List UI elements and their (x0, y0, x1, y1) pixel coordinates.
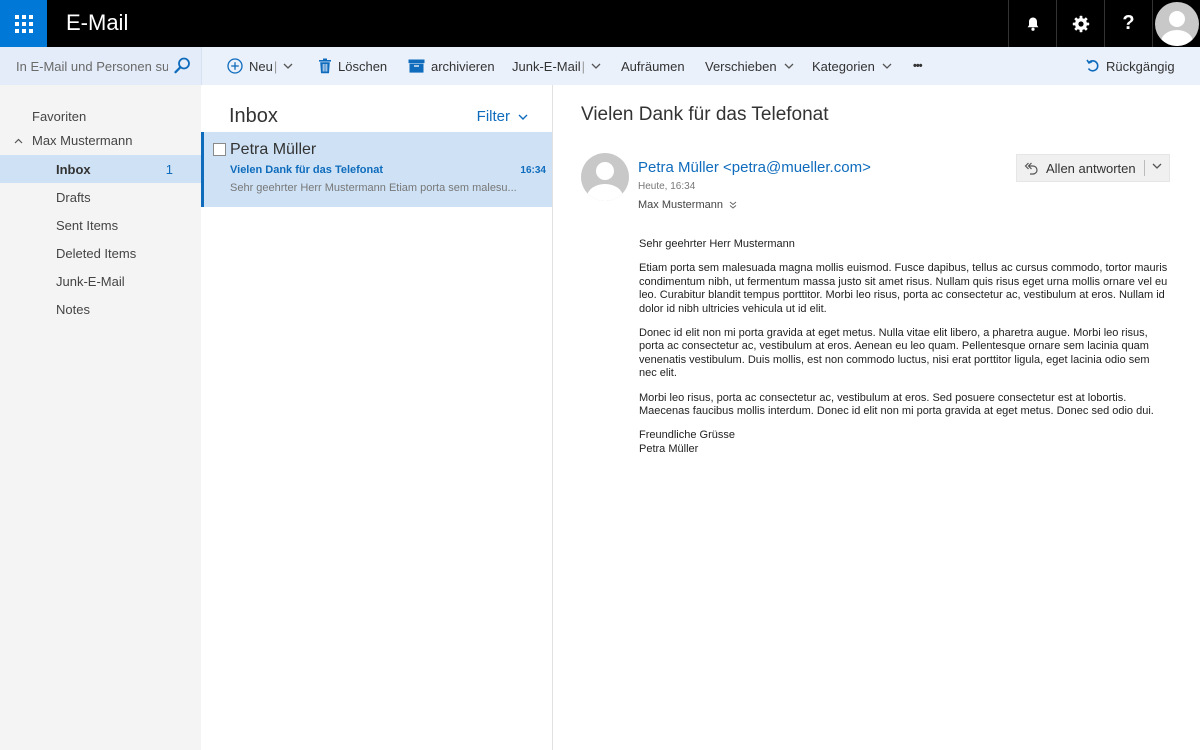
body-paragraph: Donec id elit non mi porta gravida at eget metus. Nulla vitae elit libero, a pharetra augue. Morbi leo risus, porta ac consectetur ac, vestibulum at eros. Aenean eu leo quam. Pellentesque ornare sem lacinia quam venenatis vestibulum. Duis mollis, est non commodo luctus, nisi erat porttitor ligula, eget lacinia odio sem nec elit. (639, 327, 1150, 380)
message-sender: Petra Müller (230, 141, 317, 158)
sweep-label: Aufräumen (621, 58, 685, 74)
move-label: Verschieben (705, 58, 777, 74)
more-button[interactable] (913, 47, 922, 85)
chevron-down-icon (518, 114, 528, 120)
categories-button[interactable] (812, 47, 892, 85)
folder-pane (0, 85, 202, 750)
recipient-name: Max Mustermann (638, 199, 723, 211)
message-time: 16:34 (520, 165, 546, 176)
chevron-up-icon[interactable] (14, 138, 32, 144)
command-bar (0, 47, 1200, 85)
help-button[interactable] (1104, 0, 1152, 47)
app-launcher-button[interactable] (0, 0, 47, 47)
reply-all-button[interactable] (1016, 154, 1170, 182)
folder-sent-items[interactable] (0, 211, 201, 239)
body-paragraph: Etiam porta sem malesuada magna mollis euismod. Fusce dapibus, tellus ac cursus commodo, tortor mauris condimentum nibh, ut fermentum massa justo sit amet risus. Nullam quis risus eget urna mollis ornare vel eu leo. Curabitur blandit tempus porttitor. Morbi leo risus, porta ac consectetur ac, vestibulum at eros. Nullam id dolor id nibh ultricies vehicula ut id elit. (639, 262, 1168, 315)
folder-label: Drafts (56, 190, 91, 205)
account-node[interactable] (14, 133, 132, 148)
reading-pane (553, 85, 1200, 750)
message-subject: Vielen Dank für das Telefonat (230, 164, 384, 176)
message-body (639, 238, 1169, 456)
junk-label: Junk-E-Mail (512, 58, 581, 74)
bell-icon (1025, 16, 1041, 32)
filter-label: Filter (476, 108, 510, 125)
folder-deleted-items[interactable] (0, 239, 201, 267)
undo-icon (1086, 59, 1100, 73)
message-preview: Sehr geehrter Herr Mustermann Etiam porta sem malesu... (230, 182, 517, 194)
filter-button[interactable] (477, 108, 528, 125)
list-item[interactable] (201, 132, 552, 207)
search-input[interactable] (16, 56, 168, 76)
favorites-heading[interactable]: Favoriten (32, 109, 87, 124)
new-label: Neu (249, 58, 273, 74)
chevron-down-icon[interactable] (283, 63, 293, 69)
folder-label: Inbox (56, 162, 91, 177)
app-title: E-Mail (66, 10, 129, 35)
folder-drafts[interactable] (0, 183, 201, 211)
body-signature: Petra Müller (639, 442, 699, 455)
more-icon: ••• (913, 60, 922, 72)
folder-junk[interactable] (0, 267, 201, 295)
folder-notes[interactable] (0, 295, 201, 323)
recipients-toggle[interactable] (638, 199, 737, 211)
help-icon: ? (1122, 12, 1135, 34)
folder-inbox[interactable] (0, 155, 201, 183)
folder-label: Sent Items (56, 218, 119, 233)
archive-label: archivieren (431, 58, 495, 74)
folder-label: Notes (56, 302, 90, 317)
categories-label: Kategorien (812, 58, 875, 74)
trash-icon (318, 58, 332, 74)
message-list (201, 85, 553, 750)
gear-icon (1072, 15, 1090, 33)
notifications-button[interactable] (1008, 0, 1056, 47)
folder-label: Deleted Items (56, 246, 137, 261)
double-chevron-down-icon (729, 201, 737, 209)
chevron-down-icon (882, 63, 892, 69)
avatar (1155, 2, 1199, 46)
new-button[interactable]: Neu | (227, 47, 293, 85)
account-label: Max Mustermann (32, 133, 133, 148)
waffle-icon (15, 15, 33, 33)
body-greeting: Sehr geehrter Herr Mustermann (639, 238, 795, 250)
account-avatar-button[interactable] (1152, 0, 1200, 47)
archive-button[interactable] (408, 47, 495, 85)
plus-circle-icon (227, 58, 243, 74)
message-date: Heute, 16:34 (638, 181, 696, 192)
body-closing: Freundliche Grüsse (639, 429, 735, 442)
delete-label: Löschen (338, 58, 388, 74)
folder-label: Junk-E-Mail (56, 274, 125, 289)
chevron-down-icon (784, 63, 794, 69)
search-icon[interactable] (174, 57, 191, 79)
message-subject-heading: Vielen Dank für das Telefonat (581, 104, 829, 125)
undo-label: Rückgängig (1106, 58, 1175, 74)
sweep-button[interactable] (621, 47, 685, 85)
list-title: Inbox (229, 105, 278, 127)
archive-icon (408, 59, 425, 73)
avatar (581, 153, 629, 201)
top-bar (0, 0, 1200, 47)
person-icon (1155, 2, 1199, 46)
junk-button[interactable]: Junk-E-Mail | (512, 47, 601, 85)
search-box (0, 47, 202, 85)
unread-count-badge: 1 (165, 162, 173, 177)
reply-all-icon (1024, 161, 1039, 176)
move-button[interactable] (705, 47, 794, 85)
select-checkbox[interactable] (213, 143, 226, 156)
reply-all-label: Allen antworten (1046, 160, 1136, 176)
delete-button[interactable] (318, 47, 387, 85)
chevron-down-icon[interactable] (591, 63, 601, 69)
undo-button[interactable] (1086, 47, 1175, 85)
body-paragraph: Morbi leo risus, porta ac consectetur ac, vestibulum at eros. Sed posuere consectetur est at lobortis. Maecenas faucibus mollis interdum. Donec id elit non mi porta gravida at eget metus. Donec sed odio dui. (639, 391, 1154, 418)
person-icon (581, 153, 629, 201)
settings-button[interactable] (1056, 0, 1104, 47)
chevron-down-icon[interactable] (1152, 163, 1162, 169)
sender-link[interactable]: Petra Müller <petra@mueller.com> (638, 159, 871, 176)
